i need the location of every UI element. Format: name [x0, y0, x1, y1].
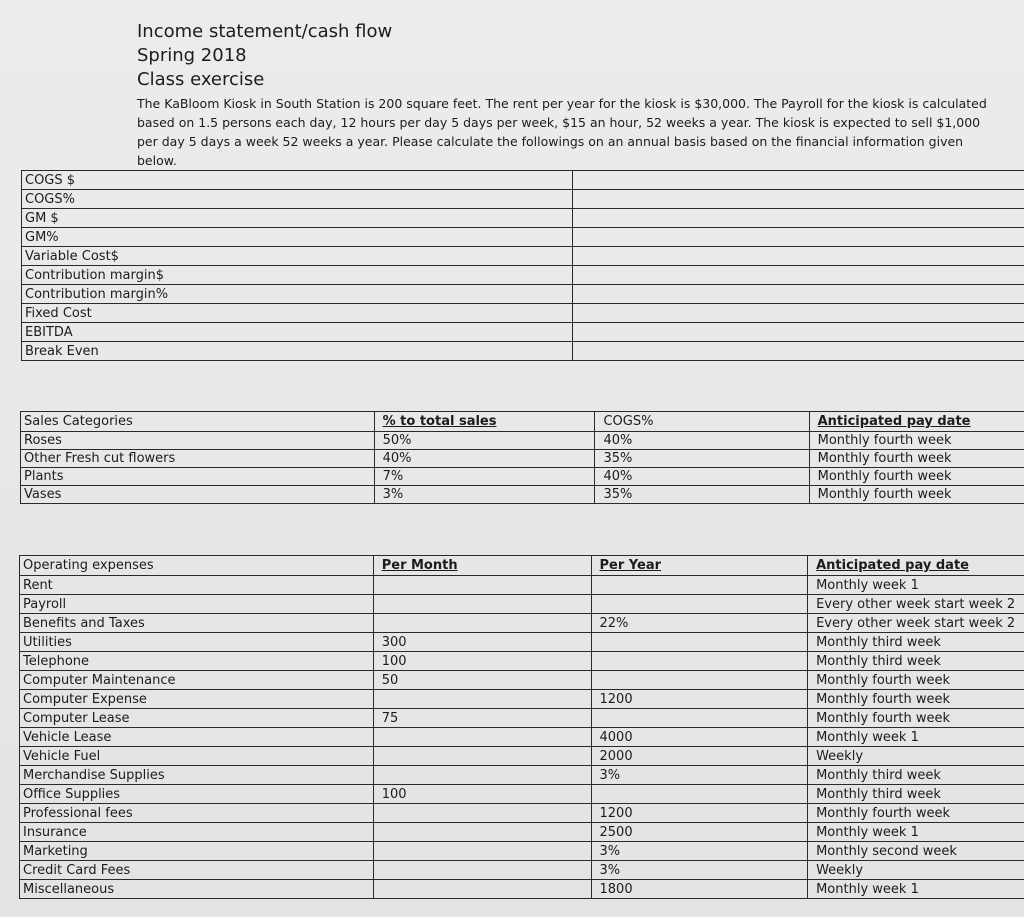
- expense-per-month: [373, 823, 591, 842]
- table-row: [20, 804, 1024, 823]
- table-row: [22, 304, 1024, 323]
- expense-pay-date: Weekly: [808, 861, 1024, 880]
- sales-cogs: 35%: [595, 450, 809, 468]
- expense-pay-date: Monthly week 1: [808, 576, 1024, 595]
- expense-pay-date: Monthly fourth week: [808, 709, 1024, 728]
- calc-row-label: Contribution margin$: [22, 266, 573, 285]
- expense-name: Rent: [20, 576, 374, 595]
- expense-pay-date: Weekly: [808, 747, 1024, 766]
- table-row: [22, 266, 1024, 285]
- table-row: [21, 450, 1024, 468]
- sales-cogs: 40%: [595, 432, 809, 450]
- calc-row-label: COGS $: [22, 171, 573, 190]
- calc-row-label: EBITDA: [22, 323, 573, 342]
- calc-row-answer: [572, 247, 1024, 266]
- sales-pay-date: Monthly fourth week: [809, 450, 1024, 468]
- calc-row-label: Contribution margin%: [22, 285, 573, 304]
- expense-name: Professional fees: [20, 804, 374, 823]
- expense-per-year: [591, 709, 808, 728]
- table-row: [20, 880, 1024, 899]
- expense-pay-date: Monthly second week: [808, 842, 1024, 861]
- header-per-year: Per Year: [591, 556, 808, 576]
- expense-name: Vehicle Fuel: [20, 747, 374, 766]
- expense-per-month: 75: [373, 709, 591, 728]
- header-pct-total-sales: % to total sales: [374, 412, 595, 432]
- calc-row-label: GM%: [22, 228, 573, 247]
- sales-pct: 40%: [374, 450, 595, 468]
- expense-name: Vehicle Lease: [20, 728, 374, 747]
- expense-per-year: 1800: [591, 880, 808, 899]
- expense-per-year: 4000: [591, 728, 808, 747]
- expense-pay-date: Monthly fourth week: [808, 690, 1024, 709]
- sales-pay-date: Monthly fourth week: [809, 432, 1024, 450]
- calc-row-answer: [572, 323, 1024, 342]
- expense-per-year: [591, 785, 808, 804]
- table-row: [21, 468, 1024, 486]
- table-row: [20, 766, 1024, 785]
- expense-per-month: [373, 728, 591, 747]
- calc-row-answer: [572, 285, 1024, 304]
- expense-name: Utilities: [20, 633, 374, 652]
- table-row: [21, 432, 1024, 450]
- expense-per-year: 3%: [591, 766, 808, 785]
- calc-row-label: COGS%: [22, 190, 573, 209]
- expense-per-year: 3%: [591, 861, 808, 880]
- table-row: [20, 861, 1024, 880]
- expense-per-month: [373, 861, 591, 880]
- table-row: [22, 190, 1024, 209]
- calc-row-label: Fixed Cost: [22, 304, 573, 323]
- calculation-table: [21, 170, 1024, 361]
- table-header-row: [21, 412, 1024, 432]
- sales-categories-table: [20, 411, 1024, 504]
- document-header: [137, 20, 1007, 170]
- expense-per-year: [591, 595, 808, 614]
- sales-pct: 7%: [374, 468, 595, 486]
- expense-pay-date: Monthly third week: [808, 766, 1024, 785]
- table-row: [20, 633, 1024, 652]
- expense-per-year: 2500: [591, 823, 808, 842]
- table-row: [20, 785, 1024, 804]
- expense-name: Office Supplies: [20, 785, 374, 804]
- calc-row-answer: [572, 304, 1024, 323]
- sales-pay-date: Monthly fourth week: [809, 486, 1024, 504]
- header-sales-categories: Sales Categories: [21, 412, 375, 432]
- table-row: [22, 228, 1024, 247]
- expense-per-year: 22%: [591, 614, 808, 633]
- expense-per-month: 100: [373, 652, 591, 671]
- expense-per-year: 2000: [591, 747, 808, 766]
- operating-expenses-table: [19, 555, 1024, 899]
- expense-pay-date: Monthly third week: [808, 785, 1024, 804]
- expense-pay-date: Monthly week 1: [808, 728, 1024, 747]
- expense-per-year: [591, 652, 808, 671]
- expense-pay-date: Every other week start week 2: [808, 614, 1024, 633]
- table-row: [22, 323, 1024, 342]
- expense-per-month: [373, 747, 591, 766]
- calc-row-label: Break Even: [22, 342, 573, 361]
- expense-per-year: [591, 576, 808, 595]
- table-row: [20, 728, 1024, 747]
- expense-per-year: 1200: [591, 690, 808, 709]
- calc-row-answer: [572, 266, 1024, 285]
- header-operating-expenses: Operating expenses: [20, 556, 374, 576]
- sales-category: Other Fresh cut flowers: [21, 450, 375, 468]
- expense-pay-date: Monthly third week: [808, 633, 1024, 652]
- expense-per-year: [591, 671, 808, 690]
- table-row: [20, 823, 1024, 842]
- expense-per-year: [591, 633, 808, 652]
- expense-per-month: 300: [373, 633, 591, 652]
- expense-pay-date: Monthly fourth week: [808, 671, 1024, 690]
- expense-per-month: [373, 614, 591, 633]
- header-pay-date: Anticipated pay date: [808, 556, 1024, 576]
- document-subtitle: Class exercise: [137, 69, 265, 90]
- expense-name: Benefits and Taxes: [20, 614, 374, 633]
- table-row: [22, 171, 1024, 190]
- expense-per-month: 100: [373, 785, 591, 804]
- expense-pay-date: Every other week start week 2: [808, 595, 1024, 614]
- expense-per-month: [373, 880, 591, 899]
- table-row: [20, 652, 1024, 671]
- table-row: [22, 247, 1024, 266]
- expense-per-month: [373, 576, 591, 595]
- expense-per-year: 1200: [591, 804, 808, 823]
- expense-name: Computer Maintenance: [20, 671, 374, 690]
- expense-name: Telephone: [20, 652, 374, 671]
- calc-row-answer: [572, 190, 1024, 209]
- expense-pay-date: Monthly fourth week: [808, 804, 1024, 823]
- expense-pay-date: Monthly week 1: [808, 823, 1024, 842]
- calc-row-answer: [572, 228, 1024, 247]
- table-row: [22, 342, 1024, 361]
- table-header-row: [20, 556, 1024, 576]
- sales-category: Vases: [21, 486, 375, 504]
- calc-row-answer: [572, 171, 1024, 190]
- expense-pay-date: Monthly week 1: [808, 880, 1024, 899]
- document-title: Income statement/cash flow: [137, 21, 393, 42]
- header-cogs-pct: COGS%: [595, 412, 809, 432]
- table-row: [20, 747, 1024, 766]
- table-row: [20, 842, 1024, 861]
- expense-per-month: [373, 690, 591, 709]
- expense-per-month: [373, 842, 591, 861]
- table-row: [21, 486, 1024, 504]
- table-row: [20, 690, 1024, 709]
- sales-category: Roses: [21, 432, 375, 450]
- expense-name: Computer Lease: [20, 709, 374, 728]
- table-row: [22, 209, 1024, 228]
- sales-pct: 50%: [374, 432, 595, 450]
- expense-name: Miscellaneous: [20, 880, 374, 899]
- expense-name: Marketing: [20, 842, 374, 861]
- table-row: [20, 709, 1024, 728]
- calc-row-label: Variable Cost$: [22, 247, 573, 266]
- calc-row-answer: [572, 342, 1024, 361]
- sales-category: Plants: [21, 468, 375, 486]
- sales-cogs: 40%: [595, 468, 809, 486]
- header-pay-date: Anticipated pay date: [809, 412, 1024, 432]
- document-term: Spring 2018: [137, 45, 247, 66]
- table-row: [20, 614, 1024, 633]
- sales-pct: 3%: [374, 486, 595, 504]
- table-row: [20, 576, 1024, 595]
- expense-pay-date: Monthly third week: [808, 652, 1024, 671]
- expense-name: Credit Card Fees: [20, 861, 374, 880]
- table-row: [22, 285, 1024, 304]
- header-per-month: Per Month: [373, 556, 591, 576]
- sales-pay-date: Monthly fourth week: [809, 468, 1024, 486]
- expense-per-month: 50: [373, 671, 591, 690]
- expense-name: Merchandise Supplies: [20, 766, 374, 785]
- intro-paragraph: The KaBloom Kiosk in South Station is 200 square feet. The rent per year for the kiosk is $30,000. The Payroll for the kiosk is calculated based on 1.5 persons each day, 12 hours per day 5 days per week, $15 an hour, 52 weeks a year. The kiosk is expected to sell $1,000 per day 5 days a week 52 weeks a year. Please calculate the followings on an annual basis based on the financial information given below.: [137, 96, 987, 168]
- calc-row-answer: [572, 209, 1024, 228]
- expense-name: Computer Expense: [20, 690, 374, 709]
- expense-per-year: 3%: [591, 842, 808, 861]
- expense-per-month: [373, 766, 591, 785]
- expense-name: Insurance: [20, 823, 374, 842]
- expense-name: Payroll: [20, 595, 374, 614]
- expense-per-month: [373, 804, 591, 823]
- sales-cogs: 35%: [595, 486, 809, 504]
- expense-per-month: [373, 595, 591, 614]
- calc-row-label: GM $: [22, 209, 573, 228]
- table-row: [20, 671, 1024, 690]
- table-row: [20, 595, 1024, 614]
